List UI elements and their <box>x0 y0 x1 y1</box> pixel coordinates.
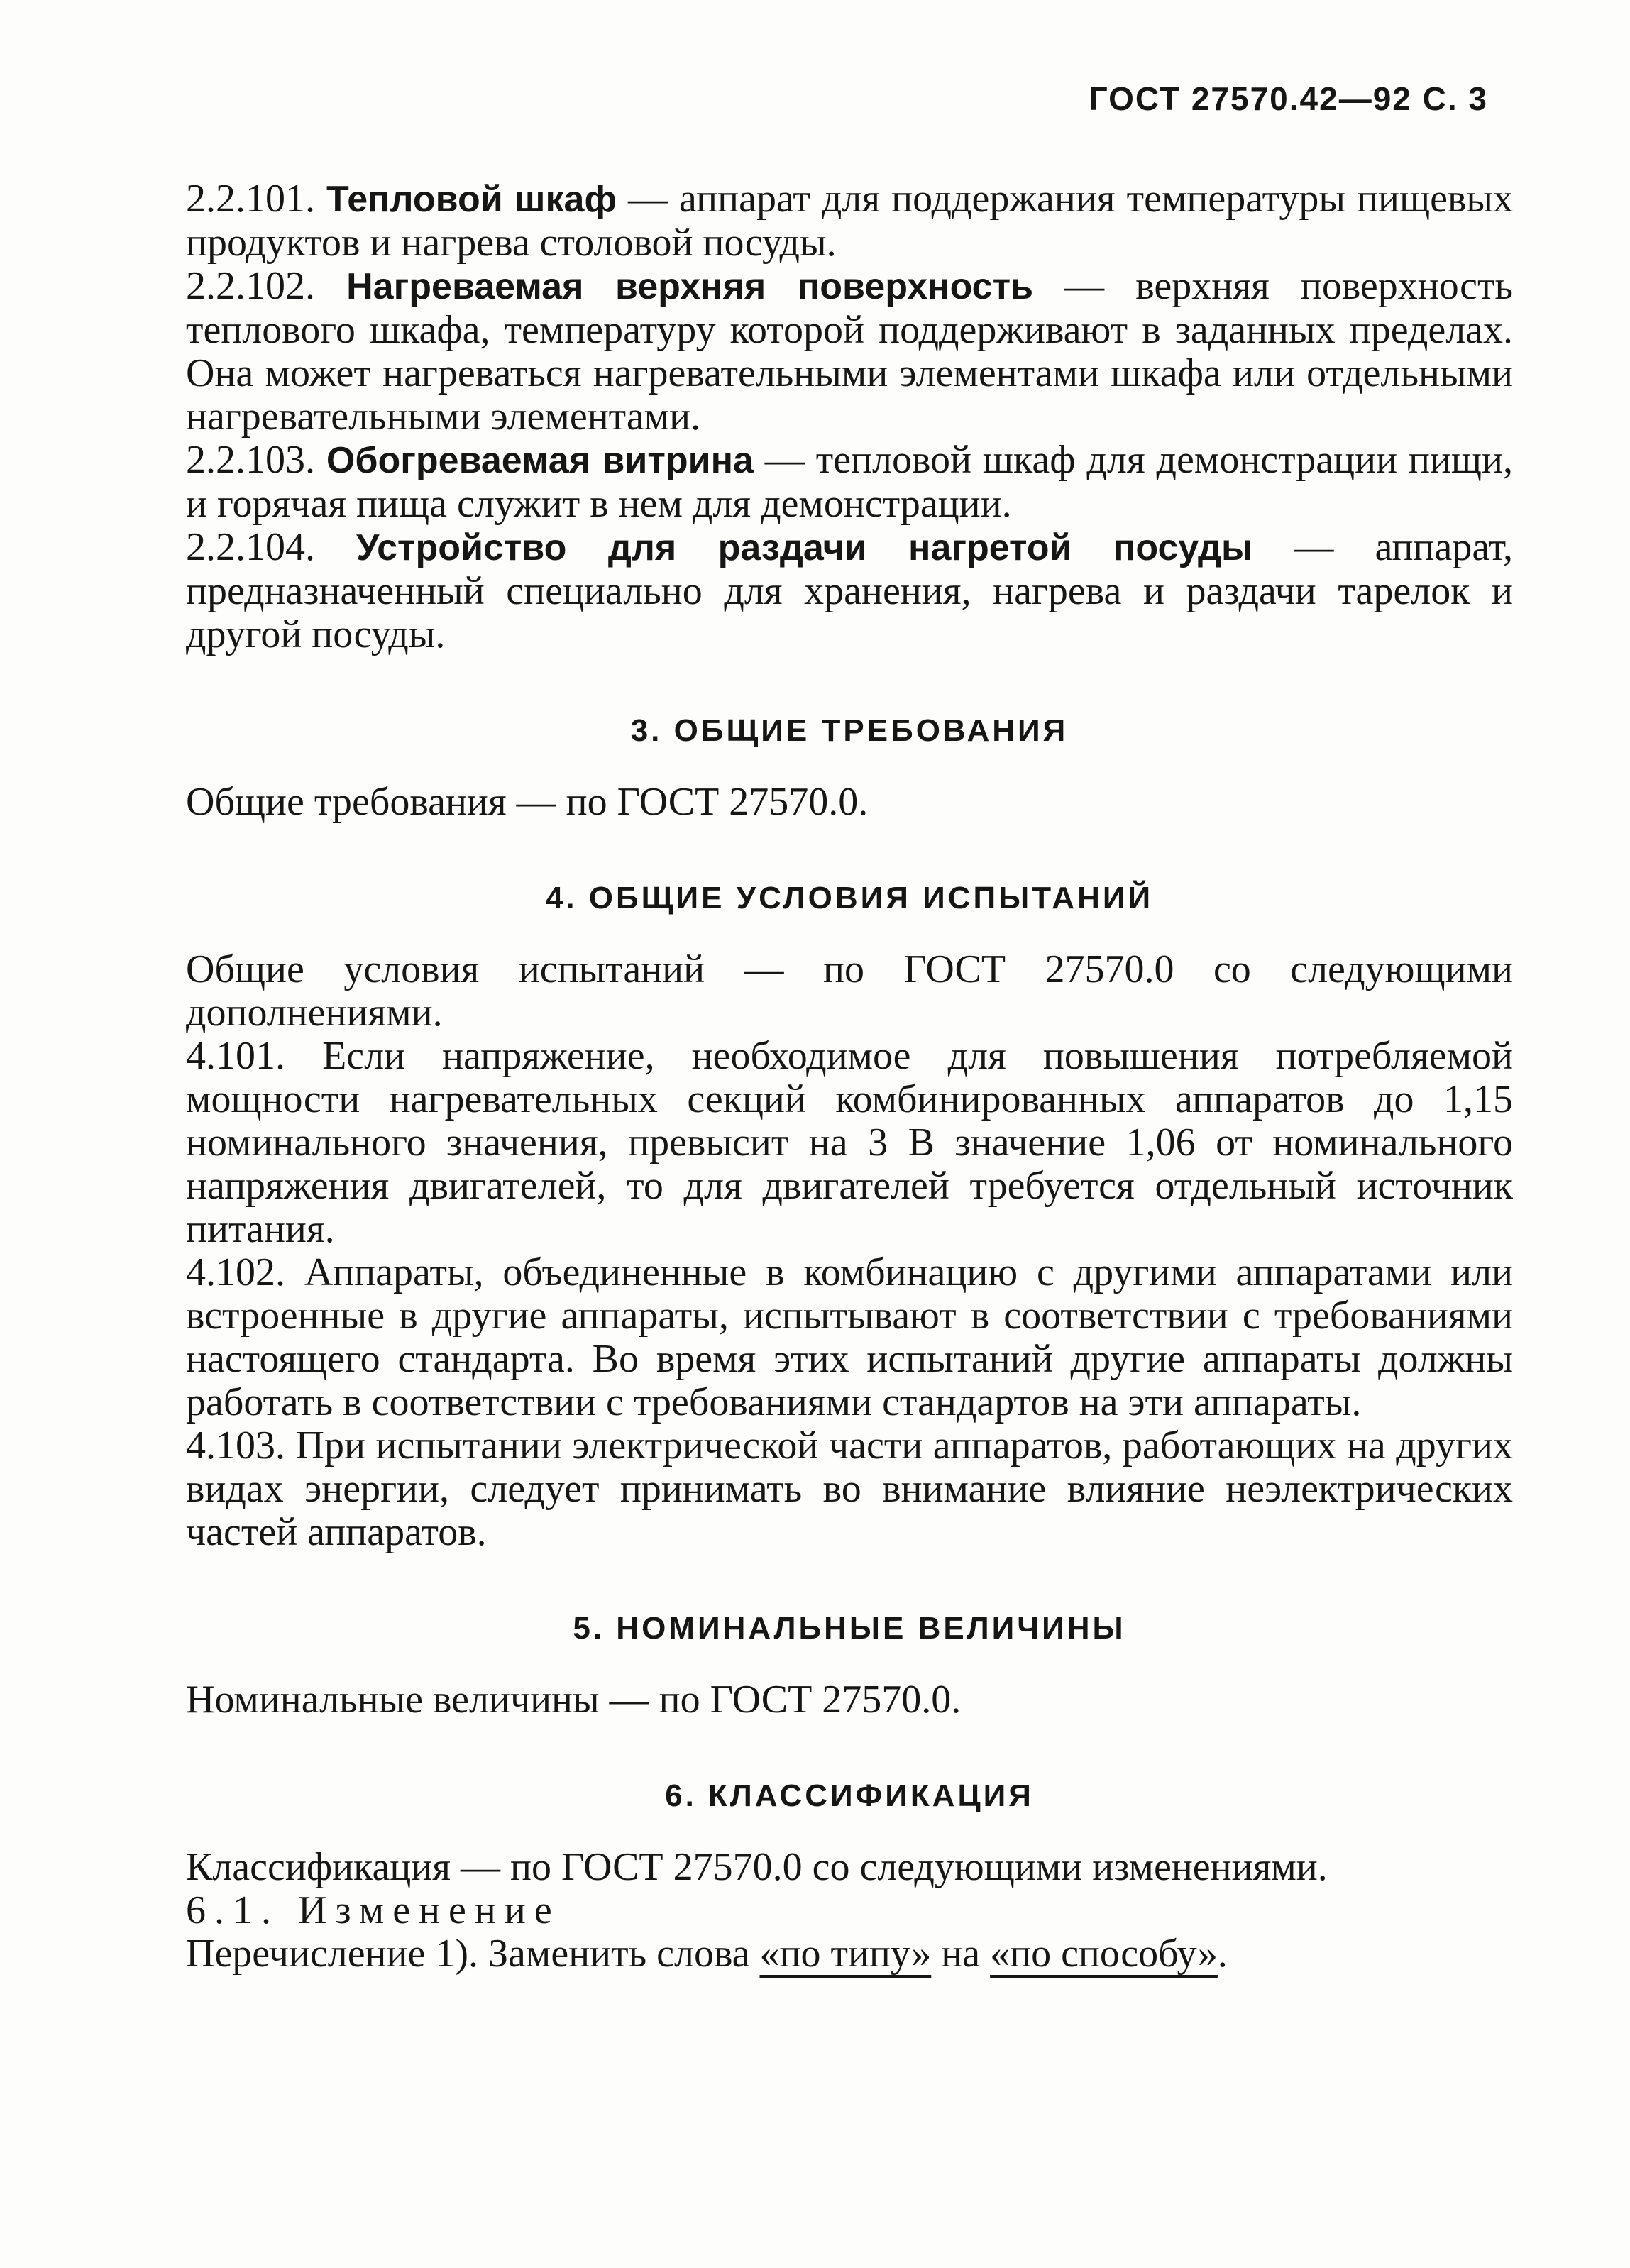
definition-separator: — <box>1033 264 1136 308</box>
clause-4-102: 4.102. Аппараты, объединенные в комбинацию с другими аппаратами или встроенные в другие аппараты, испытывают в соответствии с требованиями настоящего стандарта. Во время этих испытаний другие аппараты должны работать в соответствии с требованиями стандартов на эти аппараты. <box>186 1250 1513 1424</box>
change-label: 6.1. Изменение <box>186 1888 561 1932</box>
enumeration-mid: на <box>931 1932 991 1976</box>
quoted-old-words: «по типу» <box>759 1932 932 1976</box>
section-5-title: 5. НОМИНАЛЬНЫЕ ВЕЛИЧИНЫ <box>573 1611 1126 1646</box>
quoted-new-words: «по способу» <box>990 1932 1218 1976</box>
definition-number: 2.2.101. <box>186 177 315 221</box>
section-4-title: 4. ОБЩИЕ УСЛОВИЯ ИСПЫТАНИЙ <box>545 881 1154 915</box>
definition-2-2-101 <box>186 177 1513 265</box>
enumeration-end: . <box>1217 1932 1228 1976</box>
definition-text: аппарат, предназначенный специально для хранения, нагрева и раздачи тарелок и другой посуды. <box>186 525 1514 656</box>
definition-separator: — <box>1252 525 1375 569</box>
section-6-title: 6. КЛАССИФИКАЦИЯ <box>665 1778 1034 1813</box>
section-5-text: Номинальные величины — по ГОСТ 27570.0. <box>186 1678 962 1722</box>
definition-2-2-104 <box>186 526 1513 656</box>
clause-4-101: 4.101. Если напряжение, необходимое для повышения потребляемой мощности нагревательных секций комбинированных аппаратов до 1,15 номинального значения, превысит на 3 В значение 1,06 от номинального напряжения двигателей, то для двигателей требуется отдельный источник питания. <box>186 1034 1513 1251</box>
section-3-title: 3. ОБЩИЕ ТРЕБОВАНИЯ <box>630 713 1069 748</box>
section-4-text: Общие условия испытаний — по ГОСТ 27570.0 со следующими дополнениями. <box>186 947 1513 1035</box>
definition-separator: — <box>753 438 816 482</box>
definition-number: 2.2.102. <box>186 264 315 308</box>
definition-term: Тепловой шкаф <box>326 179 617 220</box>
clause-4-103: 4.103. При испытании электрической части аппаратов, работающих на других видах энергии, следует принимать во внимание влияние неэлектрических частей аппаратов. <box>186 1424 1513 1554</box>
definition-number: 2.2.103. <box>186 438 315 482</box>
section-6-text: Классификация — по ГОСТ 27570.0 со следующими изменениями. <box>186 1845 1328 1889</box>
definition-2-2-102 <box>186 265 1513 439</box>
page-header: ГОСТ 27570.42—92 С. 3 <box>1089 80 1488 117</box>
enumeration-prefix: Перечисление 1). Заменить слова <box>186 1932 760 1976</box>
definition-number: 2.2.104. <box>186 525 315 569</box>
section-3-text: Общие требования — по ГОСТ 27570.0. <box>186 780 869 824</box>
definition-2-2-103 <box>186 439 1513 526</box>
definition-separator: — <box>616 177 680 221</box>
definition-text: верхняя поверхность теплового шкафа, температуру которой поддерживают в заданных пределах. Она может нагреваться нагревательными элементами шкафа или отдельными нагревательными элементами. <box>186 264 1514 439</box>
definition-term: Нагреваемая верхняя поверхность <box>346 266 1034 307</box>
definition-term: Обогреваемая витрина <box>326 440 754 481</box>
definition-term: Устройство для раздачи нагретой посуды <box>356 527 1253 568</box>
enumeration-change <box>186 1932 1513 1976</box>
definition-text: тепловой шкаф для демонстрации пищи, и горячая пища служит в нем для демонстрации. <box>186 438 1514 526</box>
definition-text: аппарат для поддержания температуры пищевых продуктов и нагрева столовой посуды. <box>186 177 1513 265</box>
page-content <box>186 177 1513 1976</box>
